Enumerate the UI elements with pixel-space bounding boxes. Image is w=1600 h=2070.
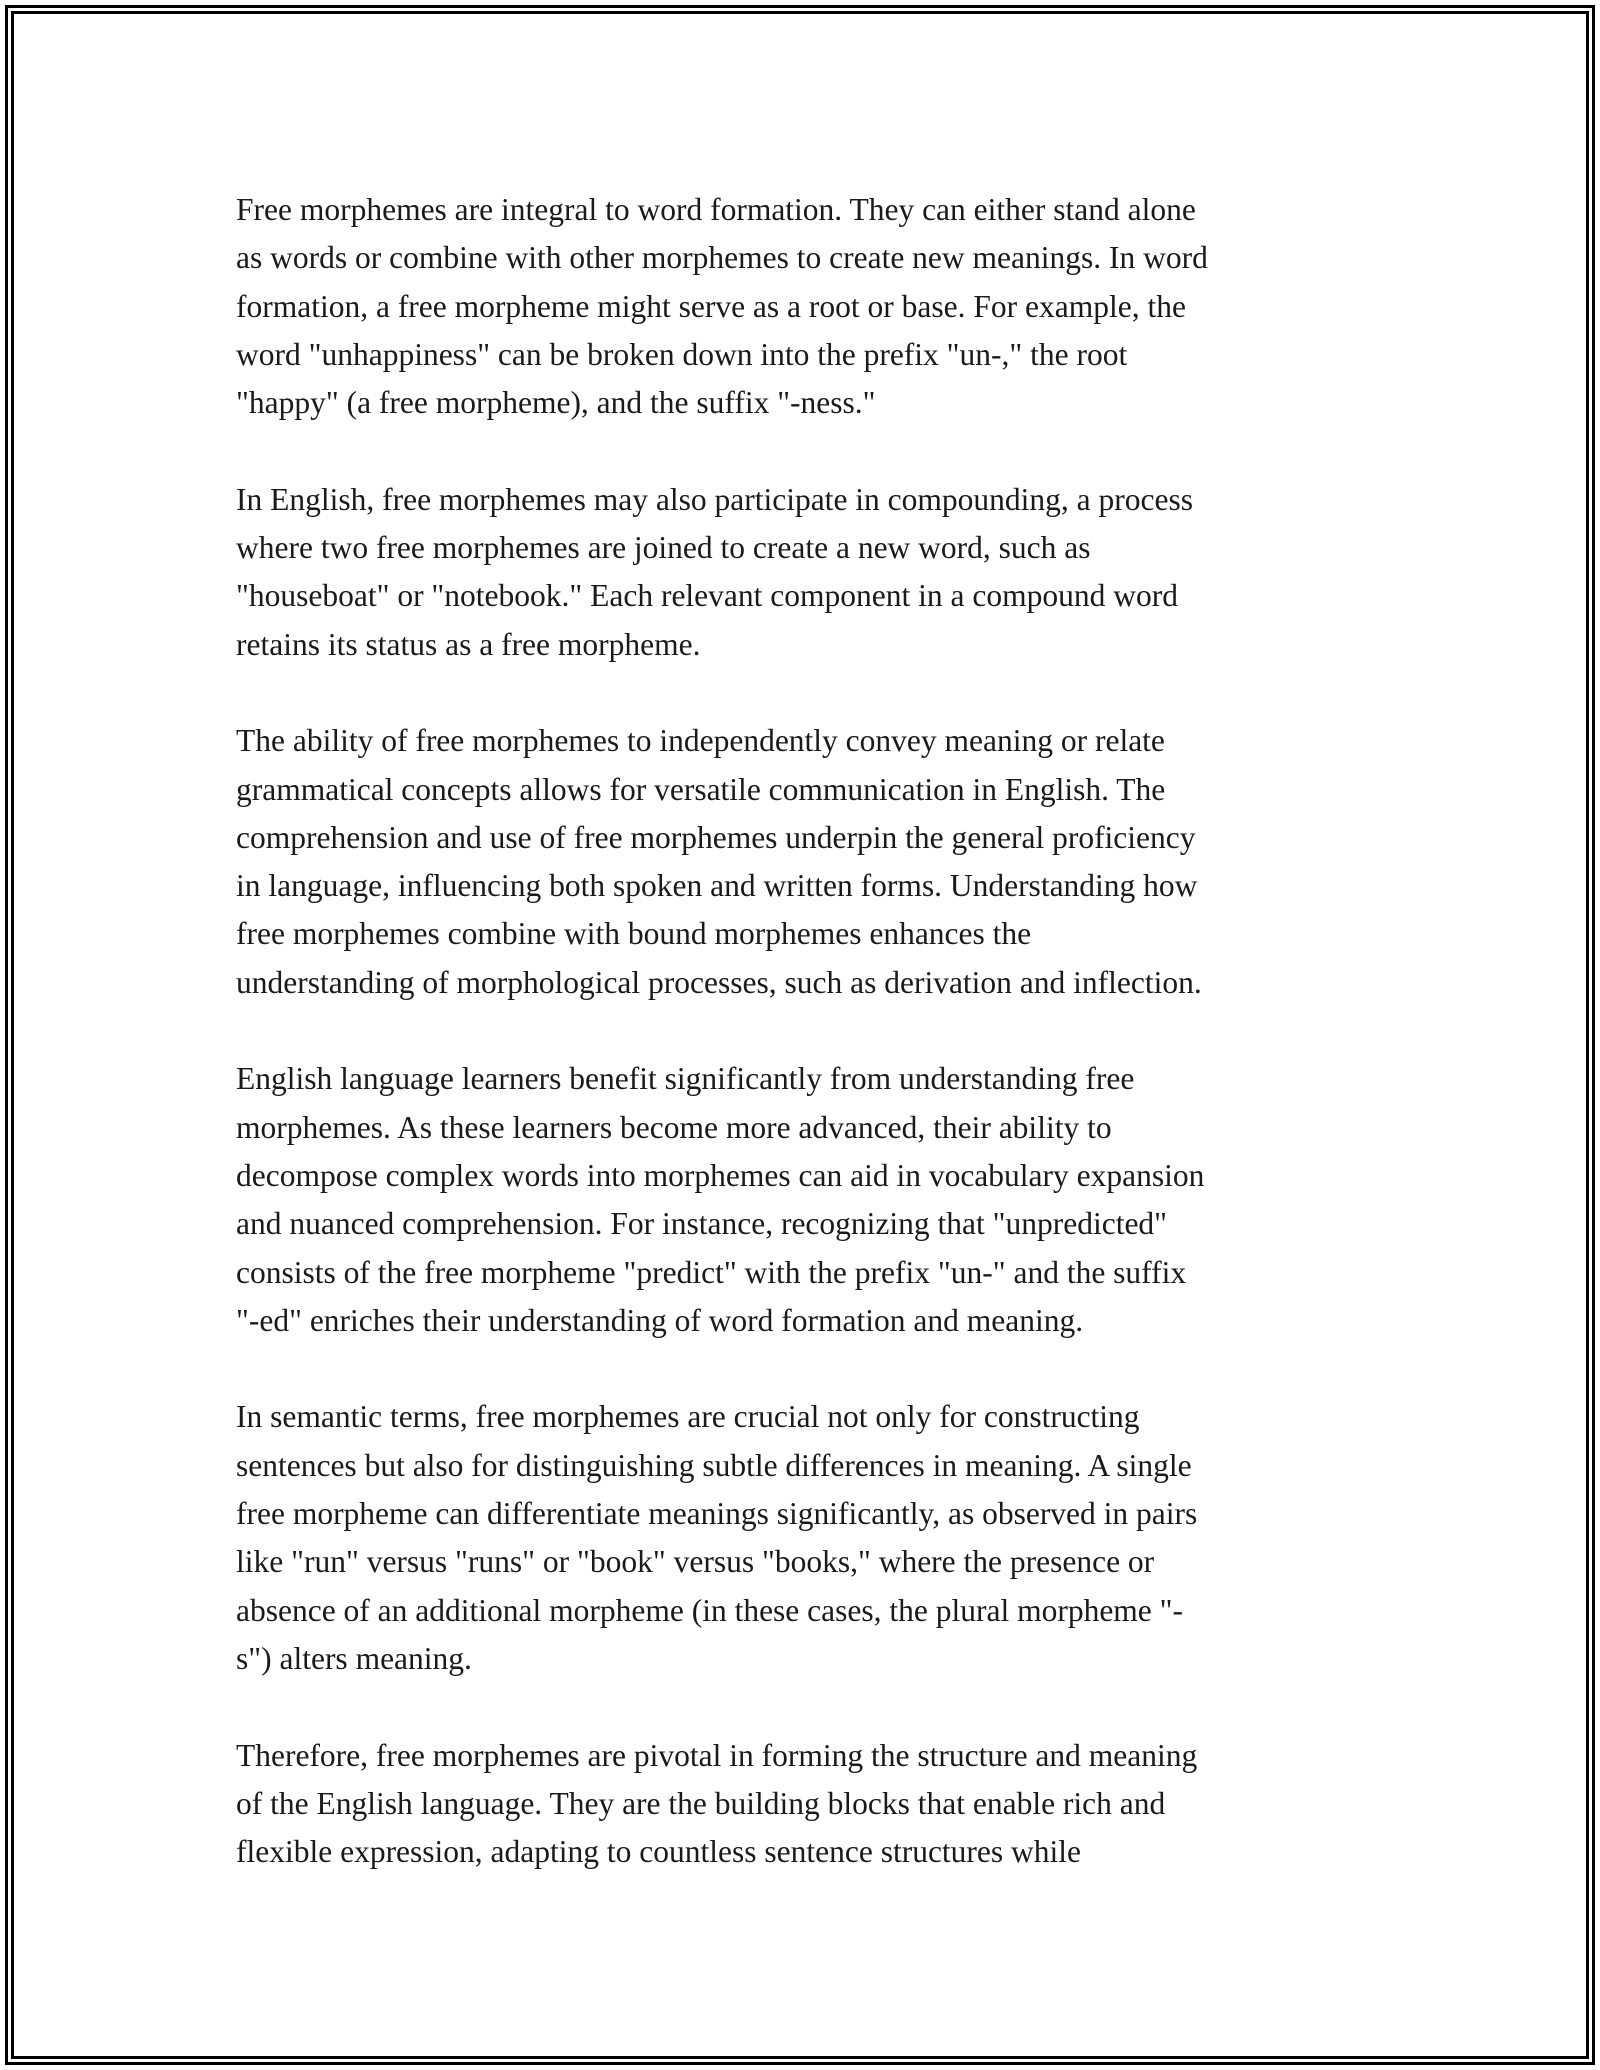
paragraph-3 [236, 717, 1376, 1007]
text-line: comprehension and use of free morphemes underpin the general proficiency [236, 819, 1196, 855]
text-line: absence of an additional morpheme (in these cases, the plural morpheme "- [236, 1592, 1184, 1628]
text-line: understanding of morphological processes, such as derivation and inflection. [236, 964, 1202, 1000]
text-line: In semantic terms, free morphemes are crucial not only for constructing [236, 1399, 1140, 1435]
text-line: s") alters meaning. [236, 1640, 472, 1676]
paragraph-2 [236, 476, 1376, 669]
text-line: free morpheme can differentiate meanings significantly, as observed in pairs [236, 1496, 1198, 1532]
paragraph-4 [236, 1055, 1376, 1345]
text-line: like "run" versus "runs" or "book" versus "books," where the presence or [236, 1544, 1155, 1580]
text-line: of the English language. They are the building blocks that enable rich and [236, 1785, 1166, 1821]
text-line: "-ed" enriches their understanding of word formation and meaning. [236, 1302, 1084, 1338]
text-line: formation, a free morpheme might serve as a root or base. For example, the [236, 288, 1186, 324]
text-line: where two free morphemes are joined to create a new word, such as [236, 530, 1091, 566]
text-line: in language, influencing both spoken and written forms. Understanding how [236, 868, 1198, 904]
text-line: English language learners benefit significantly from understanding free [236, 1061, 1135, 1097]
paragraph-5 [236, 1393, 1376, 1683]
text-line: flexible expression, adapting to countless sentence structures while [236, 1834, 1082, 1870]
text-line: morphemes. As these learners become more advanced, their ability to [236, 1109, 1112, 1145]
text-line: retains its status as a free morpheme. [236, 626, 701, 662]
text-line: Free morphemes are integral to word formation. They can either stand alone [236, 192, 1196, 227]
paragraph-1 [236, 186, 1376, 427]
text-line: free morphemes combine with bound morphemes enhances the [236, 916, 1032, 952]
text-line: and nuanced comprehension. For instance, recognizing that "unpredicted" [236, 1206, 1168, 1242]
document-body [236, 186, 1376, 1876]
text-line: "happy" (a free morpheme), and the suffix "-ness." [236, 385, 876, 421]
text-line: decompose complex words into morphemes can aid in vocabulary expansion [236, 1157, 1205, 1193]
paragraph-6 [236, 1732, 1376, 1877]
text-line: grammatical concepts allows for versatile communication in English. The [236, 771, 1166, 807]
text-line: "houseboat" or "notebook." Each relevant component in a compound word [236, 578, 1178, 614]
text-line: word "unhappiness" can be broken down into the prefix "un-," the root [236, 336, 1128, 372]
text-line: Therefore, free morphemes are pivotal in forming the structure and meaning [236, 1737, 1198, 1773]
text-line: as words or combine with other morphemes to create new meanings. In word [236, 240, 1208, 276]
text-line: The ability of free morphemes to independently convey meaning or relate [236, 723, 1165, 759]
text-line: sentences but also for distinguishing subtle differences in meaning. A single [236, 1447, 1192, 1483]
text-line: consists of the free morpheme "predict" with the prefix "un-" and the suffix [236, 1254, 1187, 1290]
text-line: In English, free morphemes may also participate in compounding, a process [236, 481, 1193, 517]
